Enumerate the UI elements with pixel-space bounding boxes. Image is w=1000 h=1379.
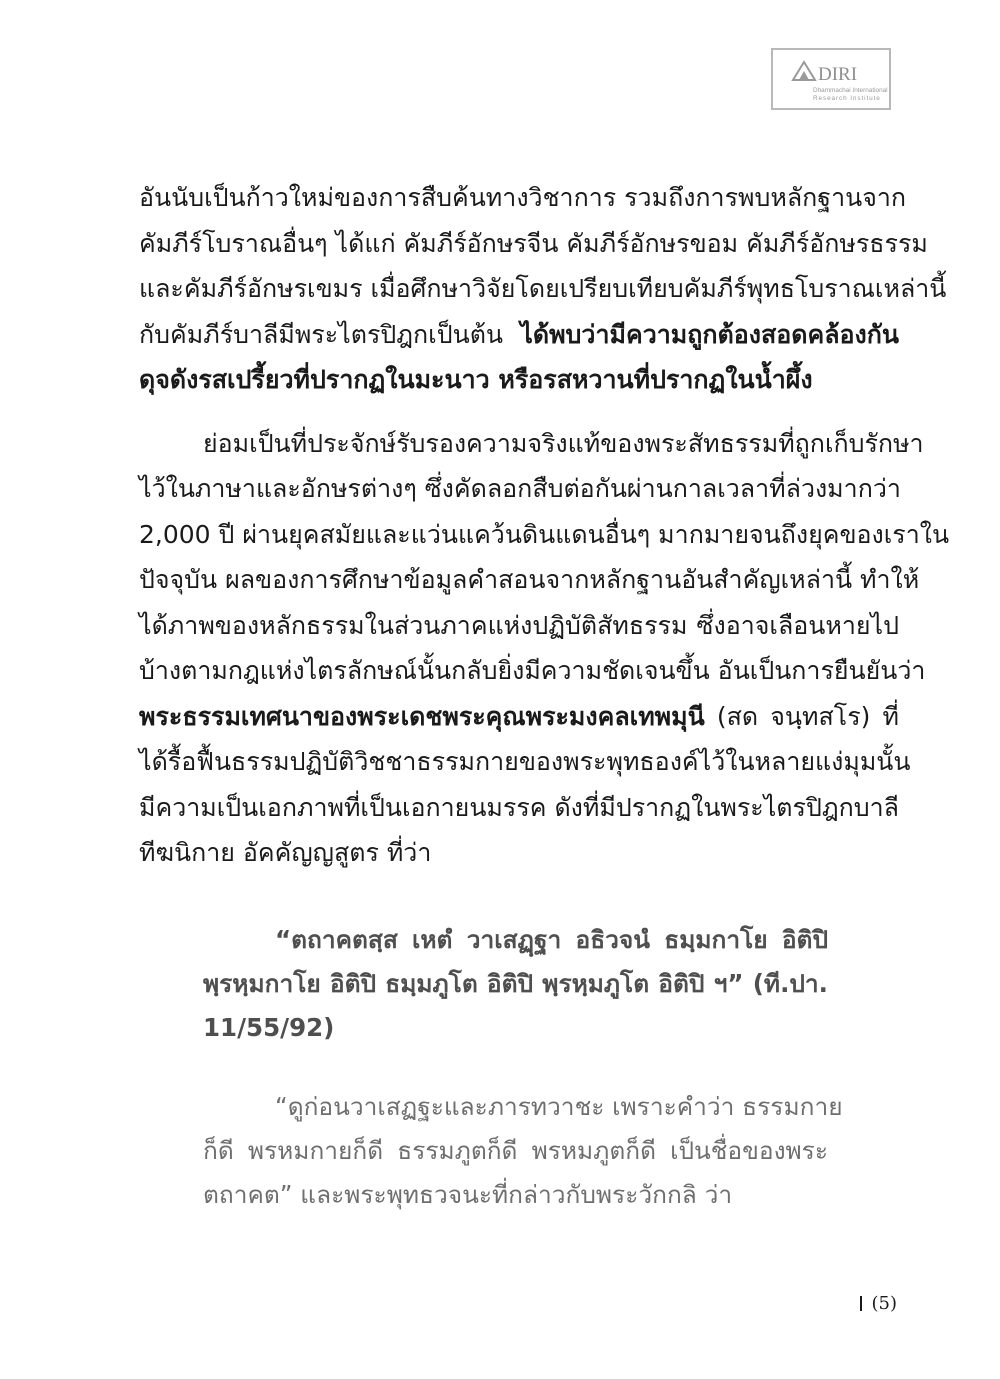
p2-line-1: ย่อมเป็นที่ประจักษ์รับรองความจริงแท้ของพระสัทธรรมที่ถูกเก็บรักษา bbox=[203, 428, 924, 458]
p1-line-1: อันนับเป็นก้าวใหม่ของการสืบค้นทางวิชาการ รวมถึงการพบหลักฐานจาก bbox=[139, 183, 907, 212]
p2-line-8: ได้รื้อฟื้นธรรมปฏิบัติวิชชาธรรมกายของพระพุทธองค์ไว้ในหลายแง่มุมนั้น bbox=[139, 747, 911, 776]
p1-line-5: ดุจดังรสเปรี้ยวที่ปรากฏในมะนาว หรือรสหวานที่ปรากฏในน้ำผึ้ง bbox=[139, 365, 813, 394]
p2-line-9: มีความเป็นเอกภาพที่เป็นเอกายนมรรค ดังที่มีปรากฏในพระไตรปิฎกบาลี bbox=[139, 792, 899, 822]
diri-logo-mark bbox=[773, 50, 893, 112]
logo-name: DIRI bbox=[818, 64, 858, 85]
p1-line-4-bold: ได้พบว่ามีความถูกต้องสอดคล้องกัน bbox=[520, 319, 899, 349]
paragraph-1 bbox=[139, 175, 947, 403]
p2-line-7-bold: พระธรรมเทศนาของพระเดชพระคุณพระมงคลเทพมุนี bbox=[139, 701, 705, 731]
p1-line-2: คัมภีร์โบราณอื่นๆ ได้แก่ คัมภีร์อักษรจีน คัมภีร์อักษรขอม คัมภีร์อักษรธรรม bbox=[139, 228, 928, 258]
p2-line-7-plain: (สด จนฺทสโร) ที่ bbox=[704, 701, 899, 731]
logo-subtitle-2: Research Institute bbox=[813, 95, 881, 102]
pali-quote-line-3: 11/55/92) bbox=[203, 1013, 335, 1042]
page-number bbox=[860, 1293, 898, 1314]
logo-subtitle-1: Dhammachai International bbox=[813, 87, 888, 94]
p1-line-4-plain: กับคัมภีร์บาลีมีพระไตรปิฎกเป็นต้น bbox=[139, 319, 521, 349]
thai-quote-line-1: “ดูก่อนวาเสฏฐะและภารทวาชะ เพราะคำว่า ธรรมกาย bbox=[275, 1092, 843, 1121]
thai-quote-line-3: ตถาคต” และพระพุทธวจนะที่กล่าวกับพระวักกลิ ว่า bbox=[203, 1180, 733, 1209]
p2-line-6: บ้างตามกฎแห่งไตรลักษณ์นั้นกลับยิ่งมีความชัดเจนขึ้น อันเป็นการยืนยันว่า bbox=[139, 656, 926, 685]
p2-line-10: ทีฆนิกาย อัคคัญญสูตร ที่ว่า bbox=[139, 838, 432, 867]
thai-quote bbox=[203, 1085, 843, 1217]
pali-quote-line-1: “ตถาคตสฺส เหตํ วาเสฏฺฐา อธิวจนํ ธมฺมกาโย อิติปิ bbox=[275, 925, 828, 954]
paragraph-2 bbox=[139, 421, 950, 876]
diri-logo bbox=[771, 48, 891, 110]
p1-line-4 bbox=[139, 312, 899, 358]
pali-quote bbox=[203, 918, 828, 1050]
p2-line-5: ได้ภาพของหลักธรรมในส่วนภาคแห่งปฏิบัติสัทธรรม ซึ่งอาจเลือนหายไป bbox=[139, 610, 899, 640]
p2-line-4: ปัจจุบัน ผลของการศึกษาข้อมูลคำสอนจากหลักฐานอันสำคัญเหล่านี้ ทำให้ bbox=[139, 565, 920, 594]
pali-quote-line-2: พฺรหฺมกาโย อิติปิ ธมฺมภูโต อิติปิ พฺรหฺมภูโต อิติปิ ฯ” (ที.ปา. bbox=[203, 969, 828, 998]
p2-line-2: ไว้ในภาษาและอักษรต่างๆ ซึ่งคัดลอกสืบต่อกันผ่านกาลเวลาที่ล่วงมากว่า bbox=[139, 474, 901, 503]
p2-line-3: 2,000 ปี ผ่านยุคสมัยและแว่นแคว้นดินแดนอื่นๆ มากมายจนถึงยุคของเราใน bbox=[139, 519, 950, 549]
page-number-value: (5) bbox=[871, 1293, 897, 1314]
page-number-separator bbox=[860, 1296, 862, 1311]
thai-quote-line-2: ก็ดี พรหมกายก็ดี ธรรมภูตก็ดี พรหมภูตก็ดี เป็นชื่อของพระ bbox=[203, 1136, 828, 1165]
p2-line-7 bbox=[139, 694, 899, 740]
p1-line-3: และคัมภีร์อักษรเขมร เมื่อศึกษาวิจัยโดยเปรียบเทียบคัมภีร์พุทธโบราณเหล่านี้ bbox=[139, 274, 947, 303]
body-text bbox=[139, 175, 950, 876]
